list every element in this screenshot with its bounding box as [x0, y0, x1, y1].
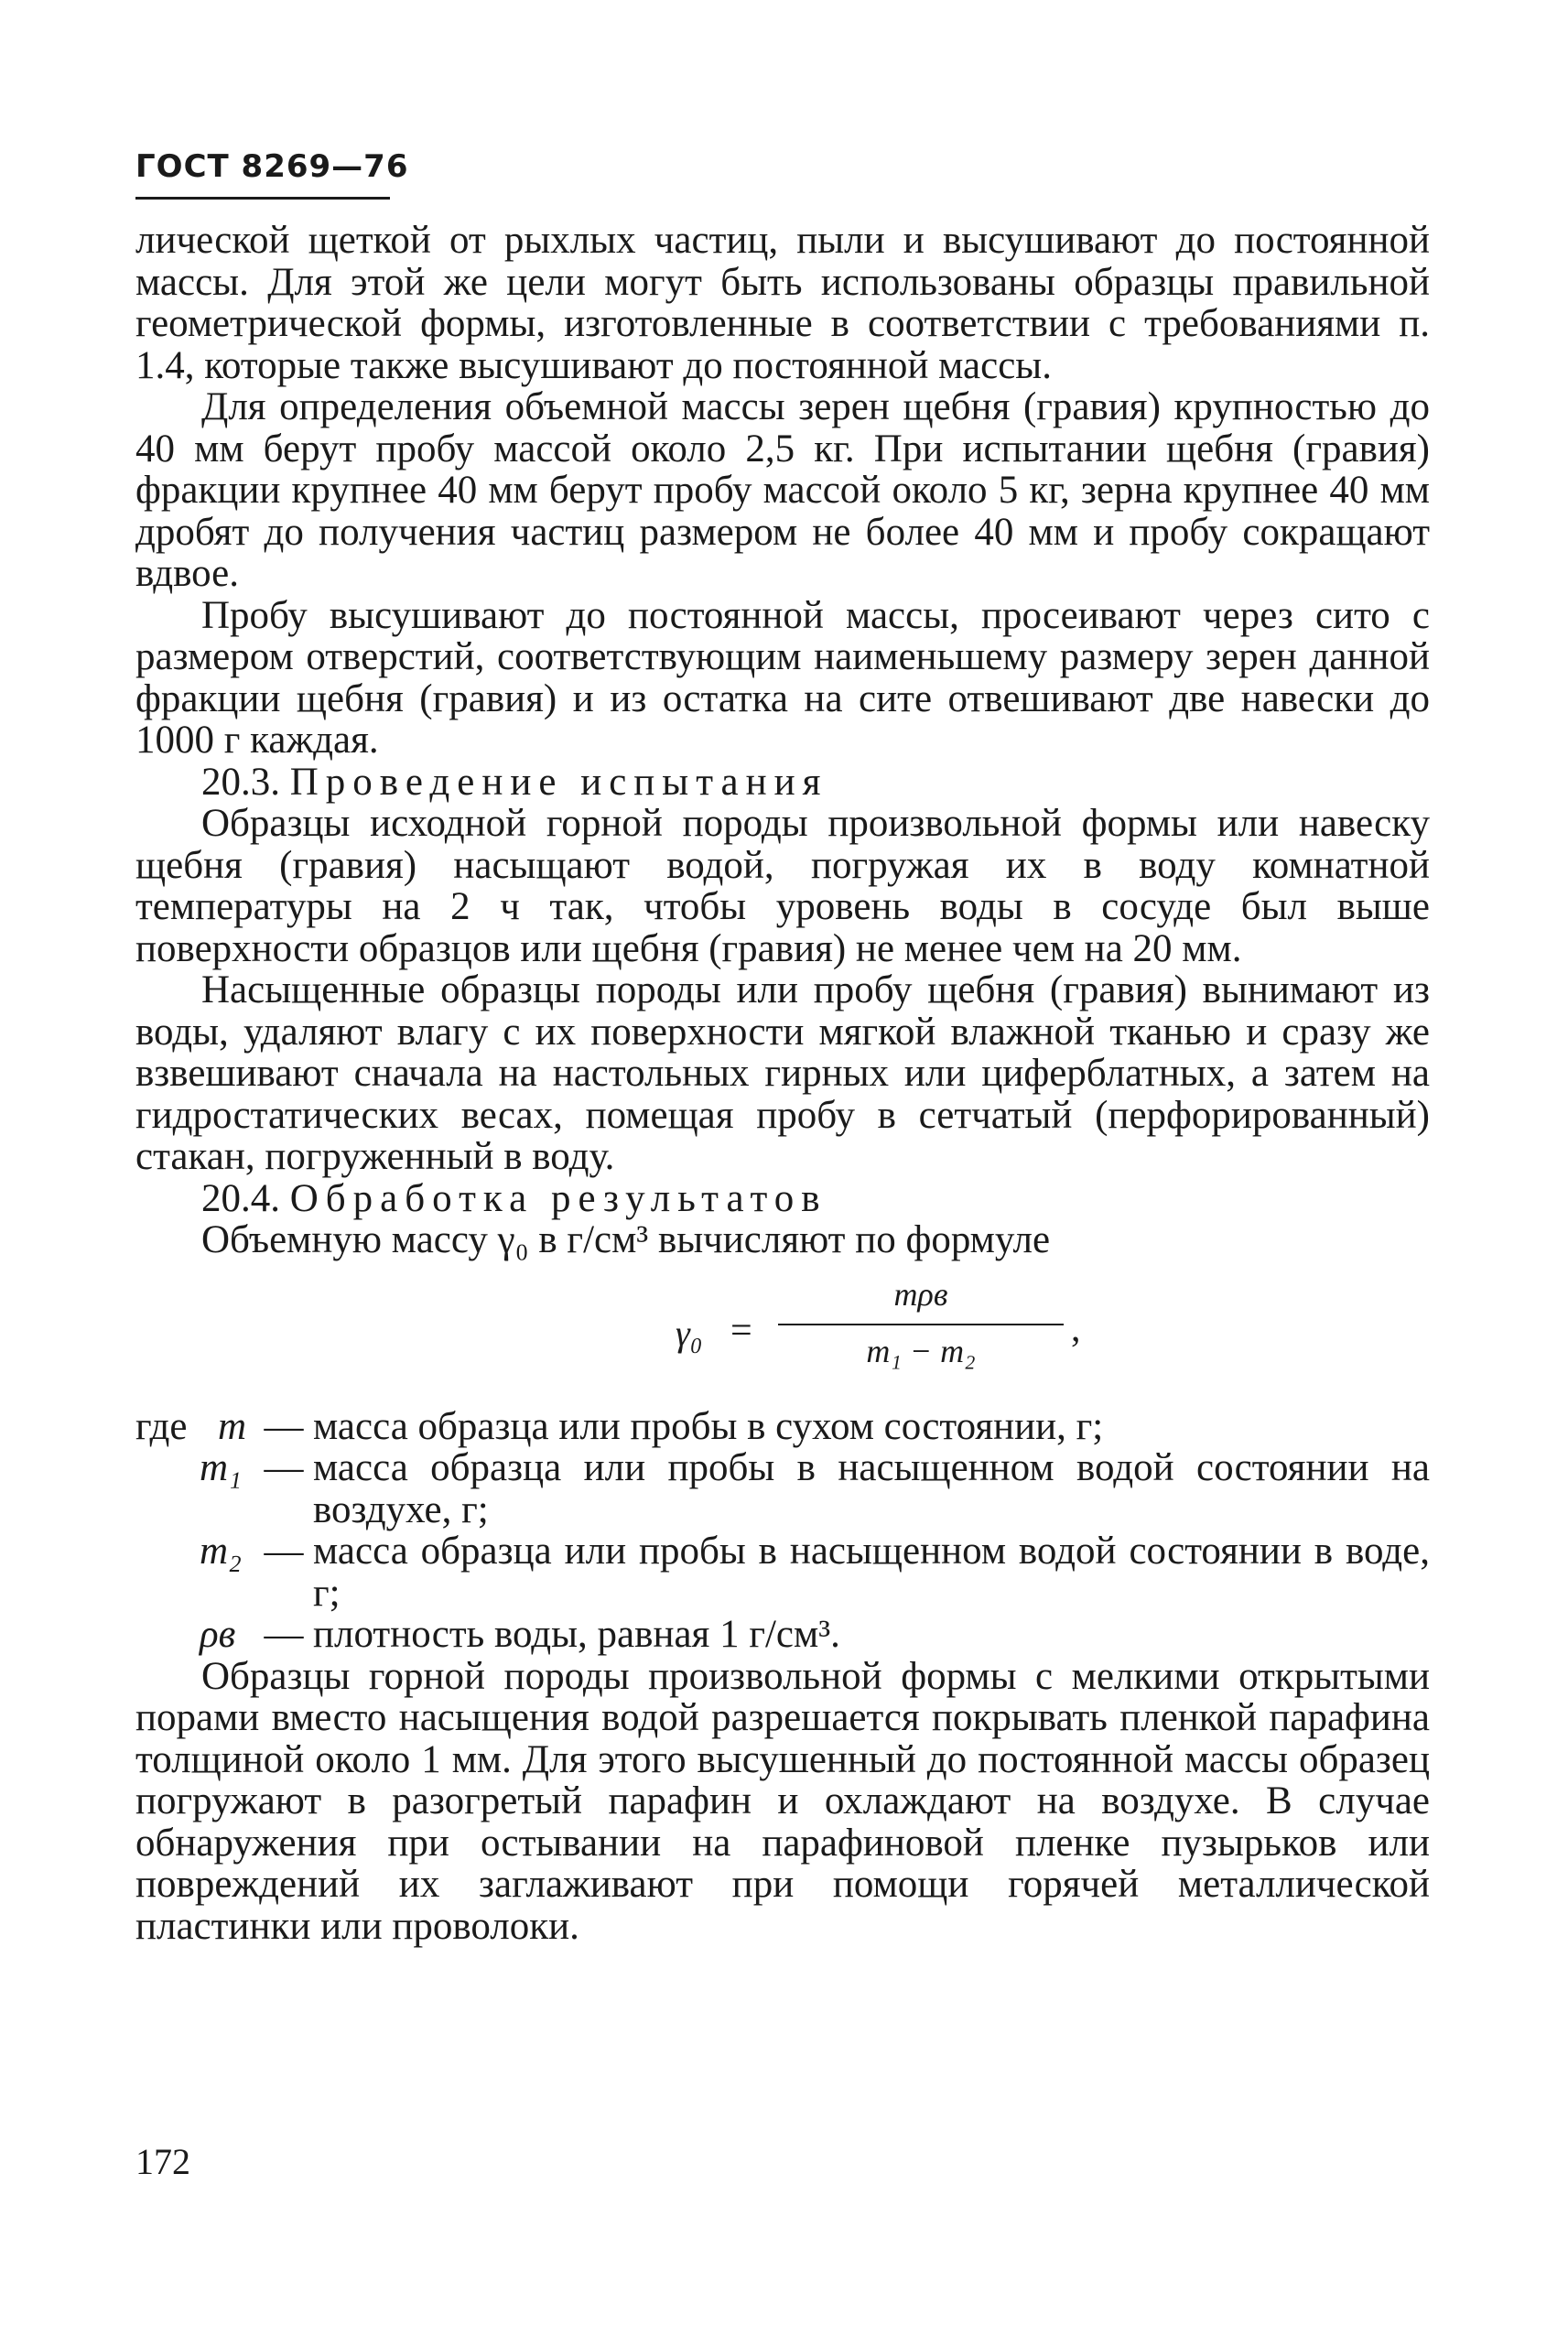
definition-text: масса образца или пробы в сухом состоянии, г;	[313, 1404, 1104, 1448]
paragraph-2: Для определения объемной массы зерен щебня (гравия) крупностью до 40 мм берут пробу массой около 2,5 кг. При испытании щебня (гравия) фракции крупнее 40 мм берут пробу массой около 5 кг, зерна крупнее 40 мм дробят до получения частиц размером не более 40 мм и пробу сокращают вдвое.	[135, 385, 1430, 595]
definition-symbol: m₁	[200, 1446, 243, 1489]
definition-dash: —	[264, 1446, 304, 1489]
definition-dash: —	[264, 1613, 304, 1656]
definition-symbol: m₂	[200, 1530, 243, 1573]
section-heading-20-3	[135, 762, 1430, 804]
section-heading-20-4	[135, 1178, 1430, 1220]
paragraph-5: Насыщенные образцы породы или пробу щебня (гравия) вынимают из воды, удаляют влагу с их поверхности мягкой влажной тканью и сразу же взвешивают сначала на настольных гирных или циферблатных, а затем на гидростатических весах, помещая пробу в сетчатый (перфорированный) стакан, погруженный в воду.	[135, 968, 1430, 1178]
paragraph-3: Пробу высушивают до постоянной массы, просеивают через сито с размером отверстий, соответствующим наименьшему размеру зерен данной фракции щебня (гравия) и из остатка на сите отвешивают две навески до 1000 г каждая.	[135, 593, 1430, 762]
formula-comma: ,	[1071, 1307, 1081, 1350]
section-number: 20.4.	[201, 1176, 280, 1220]
definition-text: плотность воды, равная 1 г/см³.	[313, 1613, 840, 1656]
definition-item	[135, 1447, 1430, 1530]
header-rule	[135, 197, 390, 200]
fraction-bar	[778, 1324, 1064, 1325]
definition-dash: —	[264, 1404, 304, 1448]
formula-fraction	[774, 1274, 1067, 1373]
definitions-list	[135, 1406, 1430, 1656]
formula-equals: =	[730, 1309, 752, 1352]
definition-dash: —	[264, 1530, 304, 1573]
formula-denominator: m₁ − m₂	[866, 1332, 976, 1369]
definition-text: масса образца или пробы в насыщенном водой состоянии на воздухе, г;	[313, 1446, 1430, 1531]
page-number: 172	[135, 2141, 190, 2182]
section-title: Проведение испытания	[289, 760, 828, 804]
definition-item	[135, 1614, 1430, 1656]
paragraph-1: лической щеткой от рыхлых частиц, пыли и высушивают до постоянной массы. Для этой же цели могут быть использованы образцы правильной геометрической формы, изготовленные в соответствии с требованиями п. 1.4, которые также высушивают до постоянной массы.	[135, 219, 1430, 387]
definitions-lead: где	[135, 1404, 188, 1448]
document-header: ГОСТ 8269—76	[135, 148, 409, 185]
definition-item	[135, 1530, 1430, 1614]
formula	[135, 1274, 1430, 1402]
paragraph-6: Объемную массу γ₀ в г/см³ вычисляют по формуле	[201, 1218, 1051, 1261]
definition-symbol: m	[218, 1404, 247, 1448]
paragraph-7: Образцы горной породы произвольной формы с мелкими открытыми порами вместо насыщения водой разрешается покрывать пленкой парафина толщиной около 1 мм. Для этого высушенный до постоянной массы образец погружают в разогретый парафин и охлаждают на воздухе. В случае обнаружения при остывании на парафиновой пленке пузырьков или повреждений их заглаживают при помощи горячей металлической пластинки или проволоки.	[135, 1654, 1430, 1948]
definition-text: масса образца или пробы в насыщенном водой состоянии в воде, г;	[313, 1530, 1430, 1615]
formula-lhs: γ₀	[676, 1312, 703, 1354]
paragraph-4: Образцы исходной горной породы произвольной формы или навеску щебня (гравия) насыщают водой, погружая их в воду комнатной температуры на 2 ч так, чтобы уровень воды в сосуде был выше поверхности образцов или щебня (гравия) не менее чем на 20 мм.	[135, 802, 1430, 970]
definition-item	[135, 1406, 1430, 1448]
definition-symbol: ρв	[200, 1613, 236, 1656]
formula-numerator: mρв	[893, 1275, 948, 1313]
section-title: Обработка результатов	[289, 1176, 827, 1220]
section-number: 20.3.	[201, 760, 280, 804]
page-body	[135, 220, 1430, 1947]
